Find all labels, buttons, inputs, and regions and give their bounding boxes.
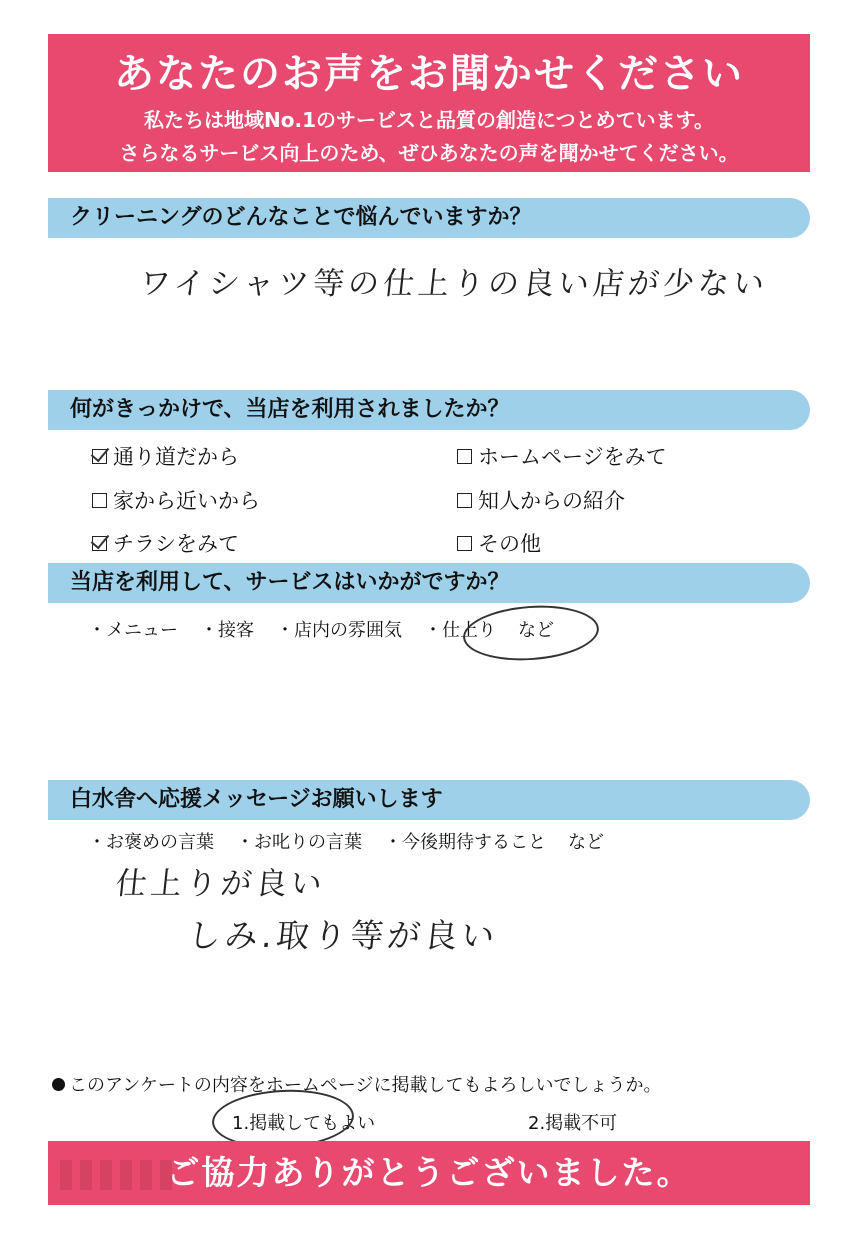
hint-item: など: [568, 832, 604, 853]
hint-item: ・メニュー: [88, 620, 178, 641]
hint-item: ・今後期待すること: [384, 832, 546, 853]
q1-heading: クリーニングのどんなことで悩んでいますか？: [48, 198, 810, 238]
checkbox[interactable]: [92, 449, 107, 464]
option-label: 知人からの紹介: [478, 489, 625, 513]
hint-item: ・お叱りの言葉: [236, 832, 362, 853]
consent-option-allow[interactable]: 1.掲載してもよい: [232, 1113, 376, 1134]
checkbox[interactable]: [92, 493, 107, 508]
checkbox[interactable]: [92, 536, 107, 551]
option-row[interactable]: [92, 441, 239, 471]
q2-heading: 何がきっかけで、当店を利用されましたか？: [48, 390, 810, 430]
hint-item: ・店内の雰囲気: [276, 620, 402, 641]
q4-handwritten-answer-1: 仕上りが良い: [113, 866, 328, 902]
consent-option-deny[interactable]: 2.掲載不可: [528, 1113, 618, 1134]
faded-stamp: [60, 1160, 180, 1190]
q1-handwritten-answer: ワイシャツ等の仕上りの良い店が少ない: [137, 266, 770, 302]
q4-hints: [88, 828, 604, 854]
option-label: 家から近いから: [113, 489, 260, 513]
survey-title: あなたのお声をお聞かせください: [114, 51, 744, 97]
option-row[interactable]: [457, 528, 541, 558]
header-subtitle-1: 私たちは地域No.1のサービスと品質の創造につとめています。: [144, 108, 714, 132]
handdrawn-circle: [461, 601, 600, 664]
option-row[interactable]: [92, 528, 239, 558]
checkbox[interactable]: [457, 449, 472, 464]
option-row[interactable]: [457, 485, 625, 515]
thanks-banner: ご協力ありがとうございました。: [48, 1141, 810, 1205]
q3-heading: 当店を利用して、サービスはいかがですか？: [48, 563, 810, 603]
header-subtitle-2: さらなるサービス向上のため、ぜひあなたの声を聞かせてください。: [119, 141, 739, 165]
option-label: ホームページをみて: [478, 445, 667, 469]
option-label: チラシをみて: [113, 532, 239, 556]
q4-heading: 白水舎へ応援メッセージお願いします: [48, 780, 810, 820]
option-row[interactable]: [92, 485, 260, 515]
hint-item: など: [518, 620, 554, 641]
q4-handwritten-answer-2: しみ.取り等が良い: [185, 916, 501, 955]
option-label: 通り道だから: [113, 445, 239, 469]
hint-item: ・お褒めの言葉: [88, 832, 214, 853]
survey-header: [48, 34, 810, 172]
hint-item: ・仕上り: [424, 620, 496, 641]
bullet-dot-icon: [52, 1078, 65, 1091]
checkbox[interactable]: [457, 493, 472, 508]
checkbox[interactable]: [457, 536, 472, 551]
option-label: その他: [478, 532, 541, 556]
hint-item: ・接客: [200, 620, 254, 641]
consent-question: このアンケートの内容をホームページに掲載してもよろしいでしょうか。: [69, 1075, 662, 1096]
option-row[interactable]: [457, 441, 667, 471]
consent-question-row: [52, 1071, 662, 1097]
